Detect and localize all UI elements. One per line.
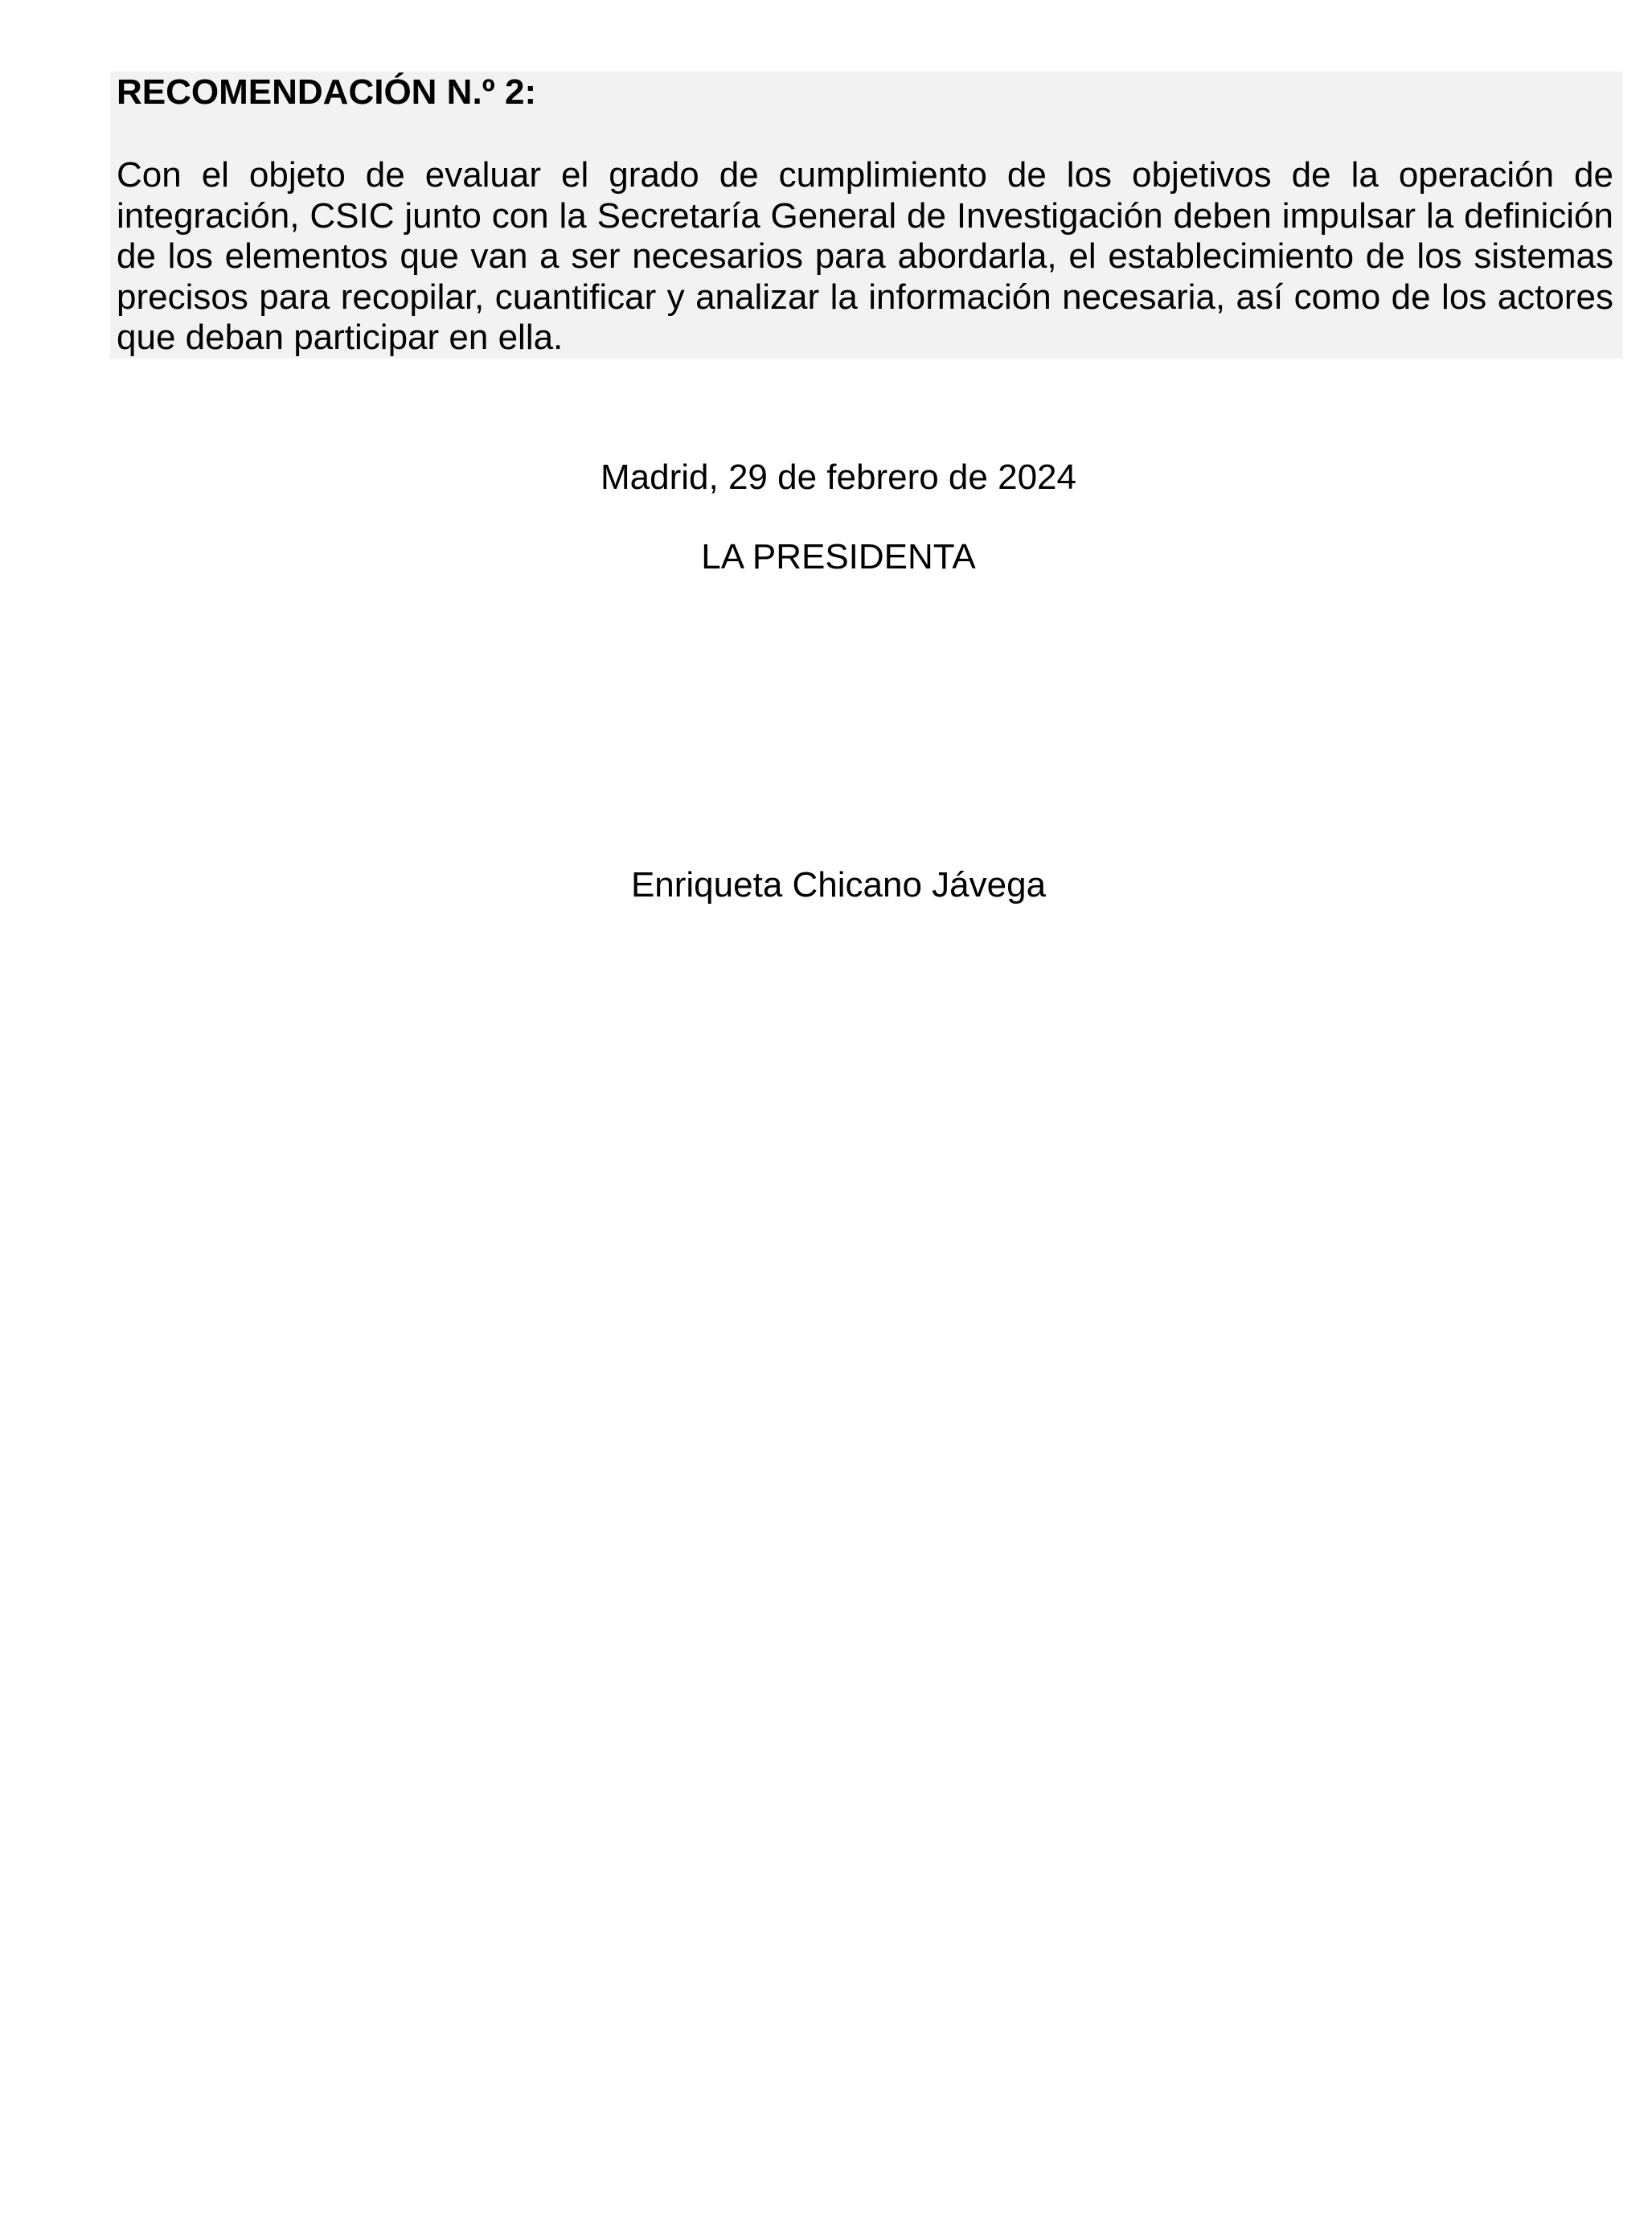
place-date: Madrid, 29 de febrero de 2024 [601,457,1076,497]
recommendation-box [110,72,1623,359]
signer-title: LA PRESIDENTA [701,537,976,576]
recommendation-heading: RECOMENDACIÓN N.º 2: [117,72,537,112]
signer-name: Enriqueta Chicano Jávega [630,865,1047,905]
recommendation-body: Con el objeto de evaluar el grado de cumplimiento de los objetivos de la operación de integración, CSIC junto con la Secretaría General de Investigación deben impulsar la definición de los elementos que van a ser necesarios para abordarla, el establecimiento de los sistemas precisos para recopilar, cuantificar y analizar la información necesaria, así como de los actores que deban participar en ella. [117,155,1613,357]
